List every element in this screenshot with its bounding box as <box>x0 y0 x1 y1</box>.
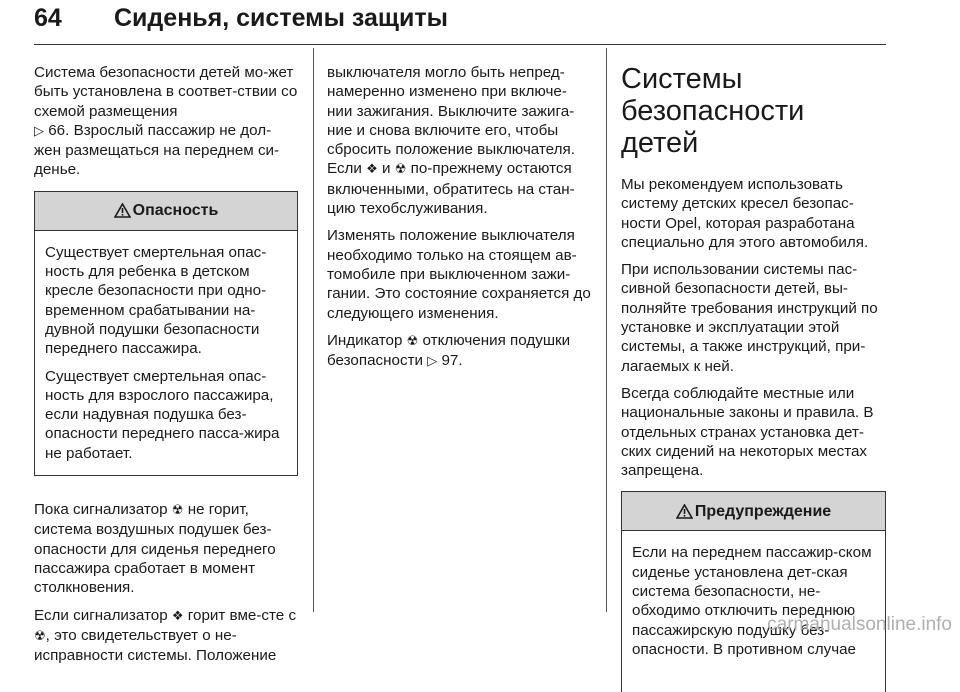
danger-box-body <box>35 231 297 475</box>
paragraph <box>327 63 591 218</box>
danger-text: Существует смертельная опас-ность для взрослого пассажира, если надувная подушка без-опасности переднего пасса-жира не работает. <box>45 367 280 462</box>
section-heading <box>621 63 886 159</box>
text: Система безопасности детей мо-жет быть установлена в соответ-ствии со схемой размещения <box>34 64 298 120</box>
text: выключателя могло быть непред-намеренно изменено при включе-нии зажигания. Выключите зажига-ние и снова включите его, чтобы сбросить положение выключателя. Если <box>327 64 575 178</box>
text: по-прежнему остаются включенными, обратитесь на стан-цию техобслуживания. <box>327 160 575 218</box>
danger-text: Существует смертельная опас-ность для ребенка в детском кресле безопасности при одно-временном срабатывании на-дувной подушки безопасности переднего пассажира. <box>45 243 267 358</box>
danger-box <box>34 191 298 476</box>
paragraph: Мы рекомендуем использовать систему детских кресел безопас-ности Opel, которая разработана специально для этого автомобиля. <box>621 176 869 251</box>
text: и <box>382 160 391 178</box>
airbag-warning-icon: ❖ <box>171 608 184 624</box>
text: Если сигнализатор <box>34 606 168 624</box>
warning-text: Если на переднем пассажир-ском сиденье установлена дет-ская система безопасности, не-обходимо отключить переднюю пассажирскую подушку без-опасности. В противном случае <box>632 544 872 658</box>
column-3 <box>621 63 886 692</box>
paragraph: Изменять положение выключателя необходимо только на стоящем ав-томобиле при выключенном зажи-гании. Это состояние сохраняется до следующего изменения. <box>327 227 591 322</box>
text: горит вме-сте с <box>187 606 297 624</box>
paragraph <box>34 500 298 597</box>
page-header <box>34 0 886 44</box>
text: , это свидетельствует о не-исправности системы. Положение <box>34 626 277 665</box>
danger-title: Опасность <box>132 202 219 220</box>
airbag-off-indicator-icon: ☢ <box>406 333 419 349</box>
heading-line: безопасности детей <box>621 95 805 159</box>
warning-box <box>621 491 886 692</box>
paragraph <box>34 606 298 666</box>
heading-line: Системы <box>621 63 743 95</box>
text: отключения подушки безопасности <box>327 331 571 370</box>
watermark: carmanualsonline.info <box>767 614 952 635</box>
warning-box-header <box>622 492 885 531</box>
warning-title: Предупреждение <box>694 502 832 520</box>
text: не горит, система воздушных подушек без-опасности для сиденья переднего пассажира сработает в момент столкновения. <box>34 501 276 597</box>
page-title: Сиденья, системы защиты <box>114 4 448 32</box>
warning-triangle-icon <box>114 203 131 218</box>
column-2 <box>327 63 591 379</box>
airbag-off-indicator-icon: ☢ <box>394 162 407 178</box>
text: Индикатор <box>327 331 403 349</box>
ref-arrow-icon: ▷ <box>34 123 44 139</box>
warning-box-body <box>622 531 885 671</box>
paragraph: При использовании системы пас-сивной безопасности детей, вы-полняйте требования инструкций по установке и эксплуатации этой системы, а также инструкций, при-лагаемых к ней. <box>621 261 878 375</box>
text: 66. Взрослый пассажир не дол-жен размещаться на переднем си-денье. <box>34 121 280 179</box>
danger-box-header <box>35 192 297 231</box>
column-divider <box>606 48 607 612</box>
column-divider <box>313 48 314 612</box>
airbag-off-indicator-icon: ☢ <box>171 503 184 519</box>
warning-triangle-icon <box>676 504 693 519</box>
page-number: 64 <box>34 4 62 32</box>
airbag-off-indicator-icon: ☢ <box>34 628 46 644</box>
paragraph <box>34 63 298 180</box>
paragraph <box>327 331 591 372</box>
header-rule <box>34 44 886 45</box>
text: Пока сигнализатор <box>34 501 168 519</box>
paragraph: Всегда соблюдайте местные или национальные законы и правила. В отдельных странах установка дет-ских сидений на некоторых местах запрещена. <box>621 384 874 480</box>
ref-arrow-icon: ▷ <box>427 354 438 370</box>
column-1 <box>34 63 298 673</box>
airbag-warning-icon: ❖ <box>366 162 378 178</box>
text: 97. <box>441 352 463 370</box>
